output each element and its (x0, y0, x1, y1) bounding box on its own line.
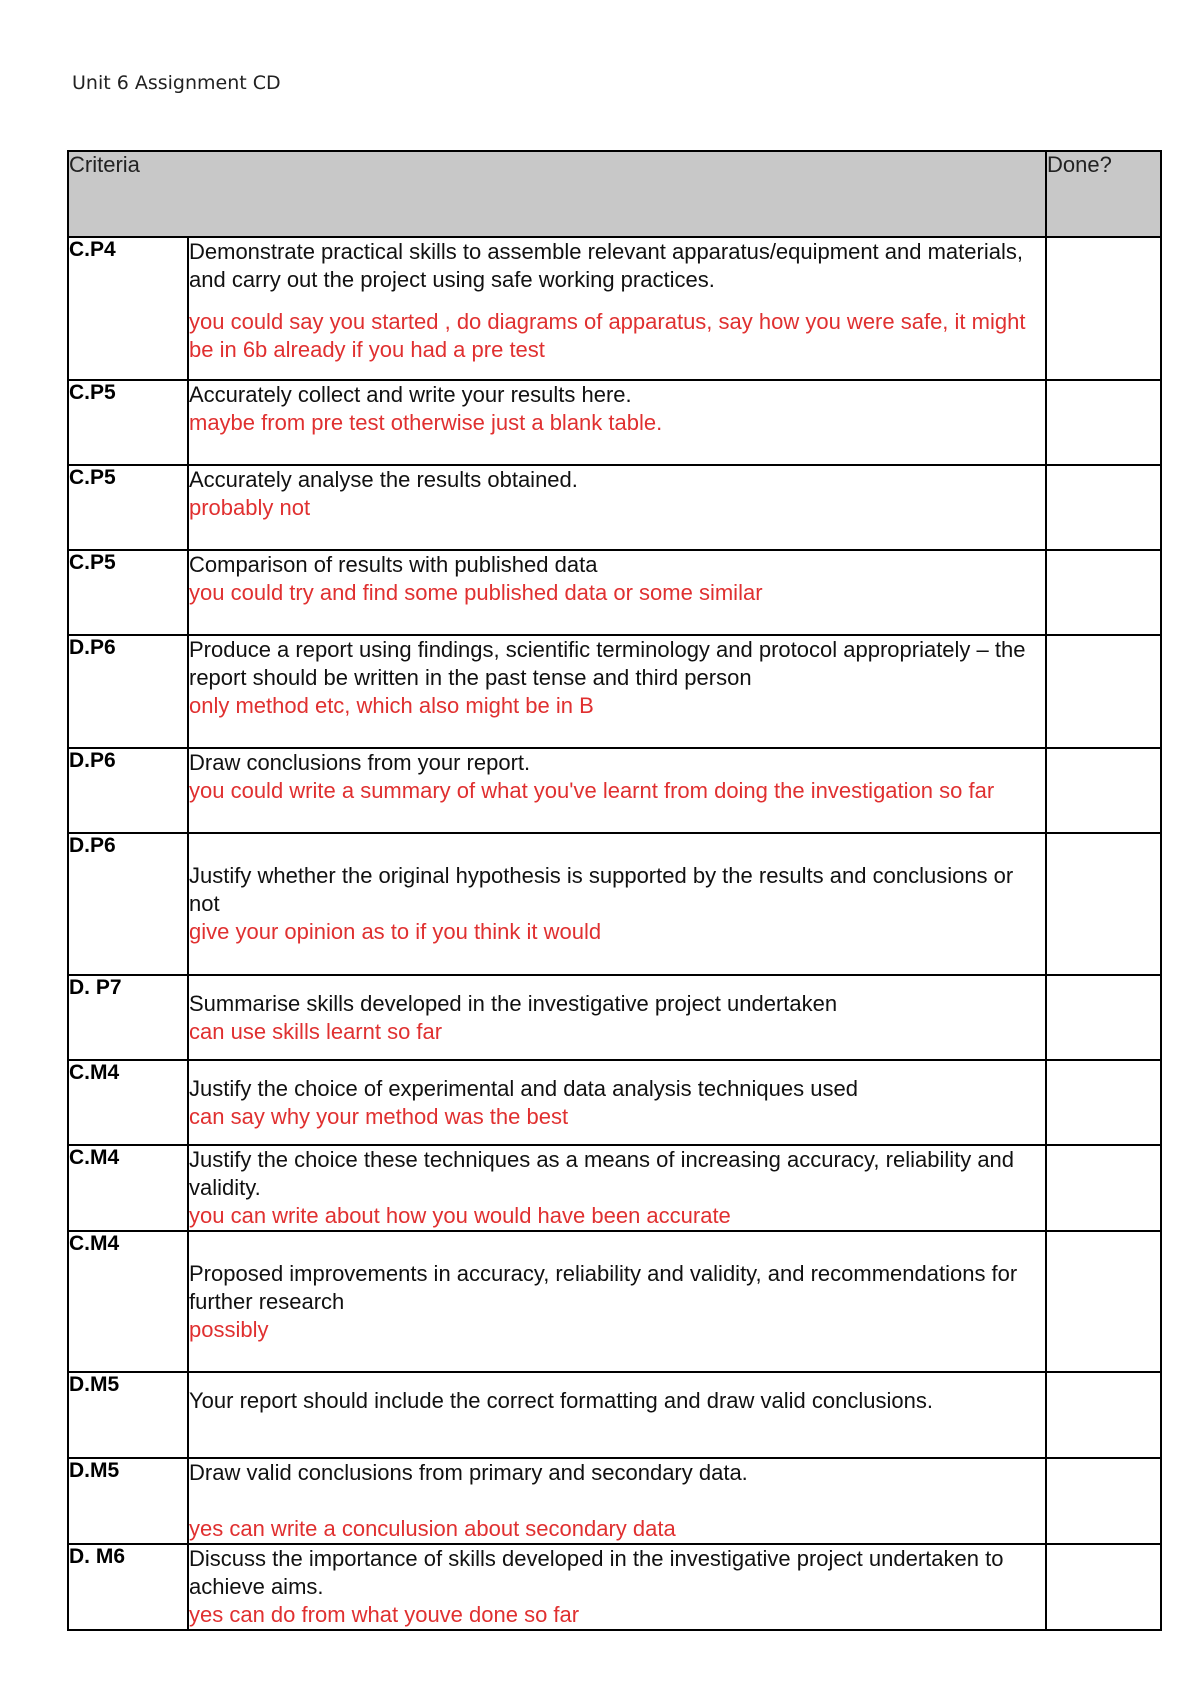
criteria-description (188, 635, 1046, 748)
criteria-code: C.P5 (68, 465, 188, 550)
guidance-note: you could try and find some published data or some similar (189, 580, 763, 605)
guidance-note: only method etc, which also might be in B (189, 693, 594, 718)
guidance-note: possibly (189, 1317, 269, 1342)
done-cell[interactable] (1046, 1231, 1161, 1372)
guidance-note: maybe from pre test otherwise just a blank table. (189, 410, 663, 435)
requirement-text: Your report should include the correct formatting and draw valid conclusions. (189, 1388, 933, 1413)
criteria-code: D.P6 (68, 635, 188, 748)
document-title: Unit 6 Assignment CD (72, 72, 281, 94)
done-cell[interactable] (1046, 975, 1161, 1060)
table-row (68, 1458, 1161, 1544)
table-row (68, 1372, 1161, 1458)
requirement-text: Comparison of results with published data (189, 552, 598, 577)
requirement-text: Accurately analyse the results obtained. (189, 467, 578, 492)
done-cell[interactable] (1046, 748, 1161, 833)
table-header-row (68, 151, 1161, 237)
criteria-code: D.P6 (68, 748, 188, 833)
requirement-text: Accurately collect and write your results here. (189, 382, 632, 407)
done-cell[interactable] (1046, 1544, 1161, 1630)
table-row (68, 1060, 1161, 1145)
criteria-description (188, 1372, 1046, 1458)
done-cell[interactable] (1046, 1145, 1161, 1231)
table-row (68, 1544, 1161, 1630)
criteria-code: C.M4 (68, 1145, 188, 1231)
criteria-code: D.M5 (68, 1458, 188, 1544)
table-row (68, 833, 1161, 975)
table-row (68, 635, 1161, 748)
guidance-note: you could say you started , do diagrams of apparatus, say how you were safe, it might be in 6b already if you had a pre test (189, 309, 1026, 362)
guidance-note: you could write a summary of what you've learnt from doing the investigation so far (189, 778, 995, 803)
criteria-description (188, 748, 1046, 833)
table-row (68, 465, 1161, 550)
criteria-code: D.P6 (68, 833, 188, 975)
guidance-note: you can write about how you would have been accurate (189, 1203, 731, 1228)
done-cell[interactable] (1046, 1372, 1161, 1458)
criteria-code: C.M4 (68, 1060, 188, 1145)
criteria-description (188, 1145, 1046, 1231)
table-row (68, 748, 1161, 833)
requirement-text: Draw conclusions from your report. (189, 750, 531, 775)
criteria-code: C.P5 (68, 550, 188, 635)
done-cell[interactable] (1046, 465, 1161, 550)
requirement-text: Justify whether the original hypothesis is supported by the results and conclusions or not (189, 863, 1014, 916)
requirement-text: Proposed improvements in accuracy, reliability and validity, and recommendations for further research (189, 1261, 1018, 1314)
criteria-description (188, 1458, 1046, 1544)
requirement-text: Summarise skills developed in the investigative project undertaken (189, 991, 838, 1016)
guidance-note: yes can write a conculusion about secondary data (189, 1516, 676, 1541)
criteria-code: C.M4 (68, 1231, 188, 1372)
requirement-text: Justify the choice these techniques as a means of increasing accuracy, reliability and validity. (189, 1147, 1015, 1200)
criteria-header: Criteria (68, 151, 1046, 237)
criteria-code: D.M5 (68, 1372, 188, 1458)
criteria-description (188, 465, 1046, 550)
criteria-description (188, 550, 1046, 635)
done-cell[interactable] (1046, 237, 1161, 380)
done-cell[interactable] (1046, 833, 1161, 975)
guidance-note: can say why your method was the best (189, 1104, 569, 1129)
guidance-note: give your opinion as to if you think it would (189, 919, 602, 944)
done-cell[interactable] (1046, 1458, 1161, 1544)
table-row (68, 550, 1161, 635)
done-cell[interactable] (1046, 550, 1161, 635)
requirement-text: Justify the choice of experimental and data analysis techniques used (189, 1076, 858, 1101)
done-cell[interactable] (1046, 380, 1161, 465)
criteria-description (188, 380, 1046, 465)
guidance-note: probably not (189, 495, 311, 520)
requirement-text: Demonstrate practical skills to assemble relevant apparatus/equipment and materials, and carry out the project using safe working practices. (189, 239, 1023, 292)
table-row (68, 1231, 1161, 1372)
criteria-code: D. M6 (68, 1544, 188, 1630)
requirement-text: Discuss the importance of skills developed in the investigative project undertaken to achieve aims. (189, 1546, 1004, 1599)
requirement-text: Produce a report using findings, scientific terminology and protocol appropriately – the report should be written in the past tense and third person (189, 637, 1026, 690)
criteria-description (188, 975, 1046, 1060)
done-cell[interactable] (1046, 1060, 1161, 1145)
criteria-table (67, 150, 1162, 1631)
table-row (68, 1145, 1161, 1231)
criteria-description (188, 1231, 1046, 1372)
criteria-description (188, 237, 1046, 380)
guidance-note: yes can do from what youve done so far (189, 1602, 580, 1627)
criteria-code: D. P7 (68, 975, 188, 1060)
table-row (68, 380, 1161, 465)
requirement-text: Draw valid conclusions from primary and secondary data. (189, 1460, 748, 1485)
criteria-code: C.P5 (68, 380, 188, 465)
done-cell[interactable] (1046, 635, 1161, 748)
criteria-description (188, 1060, 1046, 1145)
table-row (68, 237, 1161, 380)
criteria-description (188, 833, 1046, 975)
criteria-code: C.P4 (68, 237, 188, 380)
table-row (68, 975, 1161, 1060)
guidance-note: can use skills learnt so far (189, 1019, 443, 1044)
done-header: Done? (1046, 151, 1161, 237)
criteria-description (188, 1544, 1046, 1630)
